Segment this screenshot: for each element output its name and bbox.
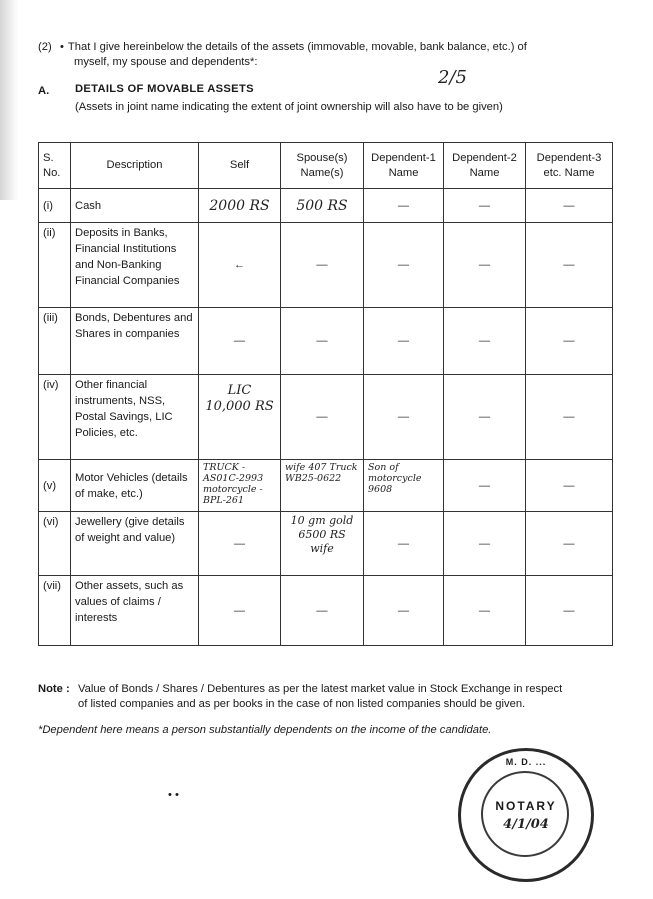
row-sno: (v) [39, 460, 71, 512]
header-dependent-3: Dependent-3 etc. Name [526, 143, 613, 189]
row-dep2-value: — [444, 308, 526, 375]
row-dep1-value: — [364, 223, 444, 308]
note-text [78, 682, 618, 712]
row-dep3-value: — [526, 223, 613, 308]
row-dep2-value: — [444, 375, 526, 460]
row-self-value: — [199, 308, 281, 375]
header-dependent-2: Dependent-2 Name [444, 143, 526, 189]
row-dep2-value: — [444, 223, 526, 308]
row-sno: (i) [39, 189, 71, 223]
row-spouse-value: 10 gm gold 6500 RS wife [281, 512, 364, 576]
row-self-value: TRUCK - AS01C-2993 motorcycle - BPL-261 [199, 460, 281, 512]
row-description: Motor Vehicles (details of make, etc.) [71, 460, 199, 512]
seal-center-text: NOTARY [495, 799, 557, 813]
header-description: Description [71, 143, 199, 189]
header-sno: S. No. [39, 143, 71, 189]
row-dep1-value: — [364, 308, 444, 375]
row-description: Jewellery (give details of weight and value) [71, 512, 199, 576]
row-spouse-value: — [281, 308, 364, 375]
table-row [39, 223, 613, 308]
row-dep3-value: — [526, 308, 613, 375]
row-self-value: ← [199, 223, 281, 308]
table-row [39, 308, 613, 375]
row-spouse-value: — [281, 576, 364, 646]
row-sno: (ii) [39, 223, 71, 308]
row-description: Cash [71, 189, 199, 223]
section-subtitle: (Assets in joint name indicating the extent of joint ownership will also have to be given) [75, 101, 503, 113]
row-spouse-value: — [281, 223, 364, 308]
row-self-value: — [199, 576, 281, 646]
table-row [39, 512, 613, 576]
row-description: Deposits in Banks, Financial Institutions and Non-Banking Financial Companies [71, 223, 199, 308]
page-mark: 2/5 [438, 67, 467, 88]
table-row [39, 460, 613, 512]
row-dep1-value: Son of motorcycle 9608 [364, 460, 444, 512]
row-dep3-value: — [526, 576, 613, 646]
intro-line-1: That I give hereinbelow the details of the assets (immovable, movable, bank balance, etc.) of [67, 41, 527, 53]
row-sno: (vi) [39, 512, 71, 576]
row-dep2-value: — [444, 576, 526, 646]
row-dep1-value: — [364, 189, 444, 223]
row-spouse-value: — [281, 375, 364, 460]
intro-number: (2) [38, 41, 52, 53]
table-header-row [39, 143, 613, 189]
note-label: Note : [38, 683, 70, 695]
row-sno: (iv) [39, 375, 71, 460]
row-self-value: LIC 10,000 RS [199, 375, 281, 460]
section-letter: A. [38, 85, 50, 97]
intro-text: • That I give hereinbelow the details of the assets (immovable, movable, bank balance, etc.) of myself, my spouse and dependents*: [60, 41, 527, 68]
row-spouse-value: 500 RS [281, 189, 364, 223]
header-dependent-1: Dependent-1 Name [364, 143, 444, 189]
note-line-1: Value of Bonds / Shares / Debentures as per the latest market value in Stock Exchange in respect [78, 683, 563, 695]
row-dep3-value: — [526, 460, 613, 512]
row-dep3-value: — [526, 375, 613, 460]
row-spouse-value: wife 407 Truck WB25-0622 [281, 460, 364, 512]
movable-assets-table [38, 142, 613, 646]
row-sno: (vii) [39, 576, 71, 646]
seal-ring-text: M. D. ... [505, 757, 547, 767]
row-description: Bonds, Debentures and Shares in companies [71, 308, 199, 375]
row-dep1-value: — [364, 512, 444, 576]
row-self-value: — [199, 512, 281, 576]
note-line-2: of listed companies and as per books in the case of non listed companies should be given. [78, 698, 526, 710]
seal-inner-ring [481, 771, 569, 857]
header-spouse: Spouse(s) Name(s) [281, 143, 364, 189]
row-dep1-value: — [364, 375, 444, 460]
header-self: Self [199, 143, 281, 189]
row-description: Other financial instruments, NSS, Postal Savings, LIC Policies, etc. [71, 375, 199, 460]
notary-seal [458, 748, 594, 882]
row-dep2-value: — [444, 512, 526, 576]
row-dep2-value: — [444, 460, 526, 512]
table-row [39, 189, 613, 223]
row-dep3-value: — [526, 512, 613, 576]
table-row [39, 576, 613, 646]
footnote: *Dependent here means a person substantially dependents on the income of the candidate. [38, 724, 492, 736]
stray-mark: • • [168, 789, 179, 801]
row-dep2-value: — [444, 189, 526, 223]
table-row [39, 375, 613, 460]
scan-edge-shadow [0, 0, 18, 200]
row-dep3-value: — [526, 189, 613, 223]
intro-line-2: myself, my spouse and dependents*: [74, 56, 258, 68]
row-description: Other assets, such as values of claims / interests [71, 576, 199, 646]
seal-date: 4/1/04 [503, 817, 549, 832]
row-dep1-value: — [364, 576, 444, 646]
row-self-value: 2000 RS [199, 189, 281, 223]
section-title: DETAILS OF MOVABLE ASSETS [75, 83, 254, 95]
row-sno: (iii) [39, 308, 71, 375]
